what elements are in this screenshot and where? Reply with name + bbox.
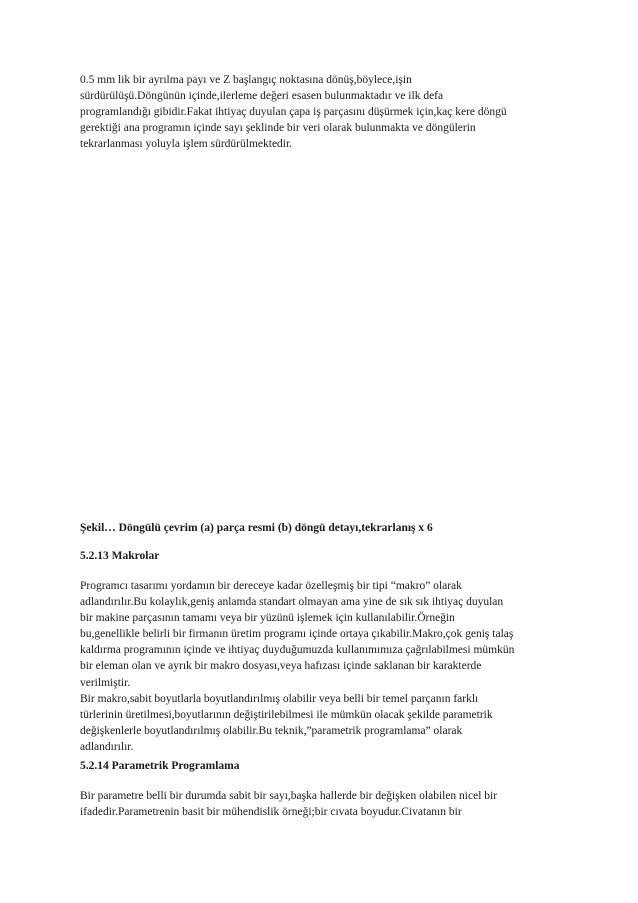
parametric-paragraph — [80, 788, 565, 820]
paragraph-line: değişkenlerle boyutlandırılmış olabilir.Bu teknik,”parametrik programlama” olarak — [80, 724, 463, 737]
intro-paragraph — [80, 72, 565, 152]
paragraph-line: verilmiştir. — [80, 676, 131, 689]
section-heading-macros: 5.2.13 Makrolar — [80, 550, 160, 562]
paragraph-line: türlerinin üretilmesi,boyutlarının değiştirilebilmesi ile mümkün olacak şekilde parametrik — [80, 708, 493, 721]
paragraph-line: kaldırma programının içinde ve ihtiyaç duyduğumuzda kullanımımıza çağrılabilmesi mümkün — [80, 644, 515, 657]
paragraph-line: bu,genellikle belirli bir firmanın üretim programı içinde ortaya çıkabilir.Makro,çok geniş talaş — [80, 628, 514, 641]
paragraph-line: Bir parametre belli bir durumda sabit bir sayı,başka hallerde bir değişken olabilen nicel bir — [80, 790, 498, 802]
paragraph-line: adlandırılır. — [80, 740, 134, 753]
paragraph-line: 0.5 mm lik bir ayrılma payı ve Z başlangıç noktasına dönüş,böylece,işin — [80, 74, 412, 86]
paragraph-line: programlandığı gibidir.Fakat ihtiyaç duyulan çapa iş parçasını düşürmek için,kaç kere döngü — [80, 106, 507, 119]
paragraph-line: Bir makro,sabit boyutlarla boyutlandırılmış olabilir veya belli bir temel parçanın farklı — [80, 692, 479, 705]
paragraph-line: bir eleman olan ve ayrık bir makro dosyası,veya hafızası içinde saklanan bir karakterde — [80, 660, 482, 673]
paragraph-line: tekrarlanması yoluyla işlem sürdürülmektedir. — [80, 138, 293, 151]
paragraph-line: gerektiği ana programın içinde sayı şeklinde bir veri olarak bulunmakta ve döngülerin — [80, 122, 476, 135]
section-heading-parametric: 5.2.14 Parametrik Programlama — [80, 760, 240, 772]
paragraph-line: ifadedir.Parametrenin basit bir mühendislik örneği;bir cıvata boyudur.Civatanın bir — [80, 806, 462, 819]
paragraph-line: bir makine parçasının tamamı veya bir yüzünü işlemek için kullanılabilir.Örneğin — [80, 612, 455, 625]
paragraph-line: adlandırılır.Bu kolaylık,geniş anlamda standart olmayan ama yine de sık sık ihtiyaç duyulan — [80, 596, 504, 609]
figure-caption: Şekil… Döngülü çevrim (a) parça resmi (b) döngü detayı,tekrarlanış x 6 — [80, 522, 433, 534]
paragraph-line: sürdürülüşü.Döngünün içinde,ilerleme değeri esasen bulunmaktadır ve ilk defa — [80, 90, 444, 103]
figure-placeholder — [80, 170, 565, 505]
macros-paragraph — [80, 578, 565, 755]
paragraph-line: Programcı tasarımı yordamın bir dereceye kadar özelleşmiş bir tipi “makro” olarak — [80, 580, 462, 592]
